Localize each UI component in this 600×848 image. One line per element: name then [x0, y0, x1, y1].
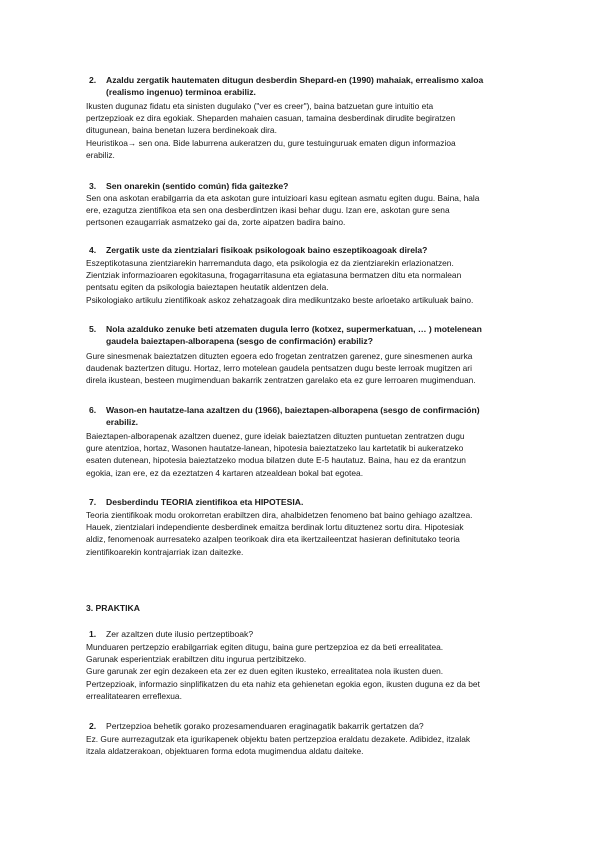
answer-line: egokia, izan ere, ez da ezeztatzen 4 kartaren atzealdean bokal bat egotea.	[86, 467, 364, 478]
practice-question-1	[89, 628, 526, 640]
section-heading: 3. PRAKTIKA	[86, 603, 140, 613]
question-line: gaudela baieztapen-alborapena (sesgo de confirmación) erabiliz?	[106, 336, 373, 346]
answer-line: Psikologiako artikulu zientifikoak askoz zehatzagoak dira medikuntzako beste arloetako artikuluak baino.	[86, 294, 474, 305]
answer-line: aldiz, fenomenoak aurresateko azalpen teorikoak dira eta ikertzaileentzat hasieran definitutako teoria	[86, 534, 460, 545]
question-line: Sen onarekin (sentido común) fida gaitezke?	[106, 181, 289, 191]
answer-line: Garunak esperientziak erabiltzen ditu ingurua pertzibitzeko.	[86, 654, 307, 665]
question-number: 1.	[89, 629, 97, 639]
question-number: 4.	[89, 245, 97, 255]
practice-question-2	[89, 720, 526, 732]
question-line: (realismo ingenuo) terminoa erabiliz.	[106, 87, 256, 97]
question-number: 2.	[89, 75, 97, 85]
practice-answer-1	[86, 641, 526, 702]
answer-line: pertsonen ezaugarriak asmatzeko gai da, zorte aipatzen badira baino.	[86, 217, 346, 228]
answer-line: zientifikoarekin kontrajarriak izan daitezke.	[86, 546, 244, 557]
answer-3	[86, 192, 526, 229]
answer-line: errealitatearen erreflexua.	[86, 690, 182, 701]
question-line: erabiliz.	[106, 417, 138, 427]
answer-line: pertzepzioak ez dira egokiak. Sheparden mahaien casuan, tamaina desberdinak dirudite begiratzen	[86, 113, 456, 124]
answer-line: Baieztapen-alborapenak azaltzen duenez, gure ideiak baieztatzen dituzten puntuetan zentratzen dugu	[86, 431, 465, 441]
question-number: 3.	[89, 181, 97, 191]
question-6	[89, 404, 526, 428]
answer-line: esaten dutenean, hipotesia baieztatzeko modua bilatzen dute E-5 hautatuz. Baina, hau ez da erantzun	[86, 455, 466, 466]
answer-line: daudenak baztertzen ditugu. Hortaz, lerro motelean gaudela pentsatzen dugu beste lerroak mugitzen ari	[86, 363, 472, 374]
question-4	[89, 244, 526, 256]
practice-answer-2	[86, 733, 526, 757]
question-number: 5.	[89, 324, 97, 334]
answer-line: gure atentzioa, hortaz, Wasonen hautatze-lanean, hipotesia baieztatzeko lau kartetatik bi aukeratzeko	[86, 443, 464, 454]
answer-line: Zientziak informazioaren egokitasuna, frogagarritasuna eta egiatasuna bermatzen ditu eta normalean	[86, 270, 462, 281]
answer-4	[86, 257, 526, 306]
question-number: 7.	[89, 497, 97, 507]
answer-line: direla ikustean, besteen mugimenduan bakarrik zentratzen garelako eta ez gure lerroaren mugimenduan.	[86, 375, 476, 386]
question-line: Zer azaltzen dute ilusio pertzeptiboak?	[106, 629, 254, 639]
question-line: Desberdindu TEORIA zientifikoa eta HIPOTESIA.	[106, 497, 304, 507]
answer-line: Teoria zientifikoak modu orokorretan erabiltzen dira, ahalbidetzen fenomeno bat baino gehiago azaltzea.	[86, 510, 473, 520]
question-line: Wason-en hautatze-lana azaltzen du (1966), baieztapen-alborapena (sesgo de confirmación)	[106, 405, 480, 415]
answer-2	[86, 100, 526, 161]
answer-line: Ikusten dugunaz fidatu eta sinisten dugulako ("ver es creer"), baina batzuetan gure intuitio eta	[86, 101, 434, 111]
answer-line: Gure garunak zer egin dezakeen eta zer ez duen egiten ikusteko, errealitatea nola ikusten duen.	[86, 666, 444, 677]
question-7	[89, 496, 526, 508]
answer-7	[86, 509, 526, 558]
answer-line: Hauek, zientzialari independiente desberdinek emaitza berdinak lortu dituztenez sortu dira. Hipotesiak	[86, 522, 464, 533]
question-line: Zergatik uste da zientzialari fisikoak psikologoak baino eszeptikoagoak direla?	[106, 245, 428, 255]
question-number: 2.	[89, 721, 97, 731]
answer-line: itzala aldatzerakoan, objektuaren forma edota mugimendua aldatu daiteke.	[86, 746, 364, 757]
answer-line: pentsatu egiten da psikologia baieztapen heutatik aldentzen dela.	[86, 282, 329, 293]
question-line: Azaldu zergatik hautematen ditugun desberdin Shepard-en (1990) mahaiak, errealismo xaloa	[106, 75, 484, 85]
answer-5	[86, 350, 526, 387]
answer-line: Heuristikoa→ sen ona. Bide laburrena aukeratzen du, gure testuinguruak ematen digun informazioa	[86, 137, 456, 148]
answer-line: ditugunean, baina benetan luzera berdinekoak dira.	[86, 125, 277, 136]
answer-line: ere, ezagutza zientifikoa eta sen ona desberdintzen ikasi behar dugu. Izan ere, askotan gure sena	[86, 205, 450, 216]
question-5	[89, 323, 526, 347]
answer-line: Munduaren pertzepzio erabilgarriak egiten ditugu, baina gure pertzepzioa ez da beti errealitatea.	[86, 642, 444, 652]
answer-line: Ez. Gure aurrezagutzak eta igurikapenek objektu baten pertzepzioa eraldatu dezakete. Adibidez, itzalak	[86, 734, 471, 744]
answer-line: Pertzepzioak, informazio sinplifikatzen du eta nahiz eta gehienetan egokia egon, ikusten duguna ez da bet	[86, 678, 480, 689]
question-3	[89, 180, 526, 192]
question-line: Pertzepzioa behetik gorako prozesamenduaren eraginagatik bakarrik gertatzen da?	[106, 721, 424, 731]
answer-line: erabiliz.	[86, 149, 115, 160]
answer-line: Sen ona askotan erabilgarria da eta askotan gure intuizioari kasu egitean asmatu egiten dugu. Baina, hala	[86, 193, 480, 203]
question-number: 6.	[89, 405, 97, 415]
answer-6	[86, 430, 526, 479]
answer-line: Gure sinesmenak baieztatzen dituzten egoera edo frogetan zentratzen garenez, gure sinesmenen aurka	[86, 351, 473, 361]
question-line: Nola azalduko zenuke beti atzematen dugula lerro (kotxez, supermerkatuan, … ) motelenean	[106, 324, 482, 334]
answer-line: Eszeptikotasuna zientziarekin harremanduta dago, eta psikologia ez da zientziarekin erlazionatzen.	[86, 258, 454, 268]
question-2	[89, 74, 526, 98]
